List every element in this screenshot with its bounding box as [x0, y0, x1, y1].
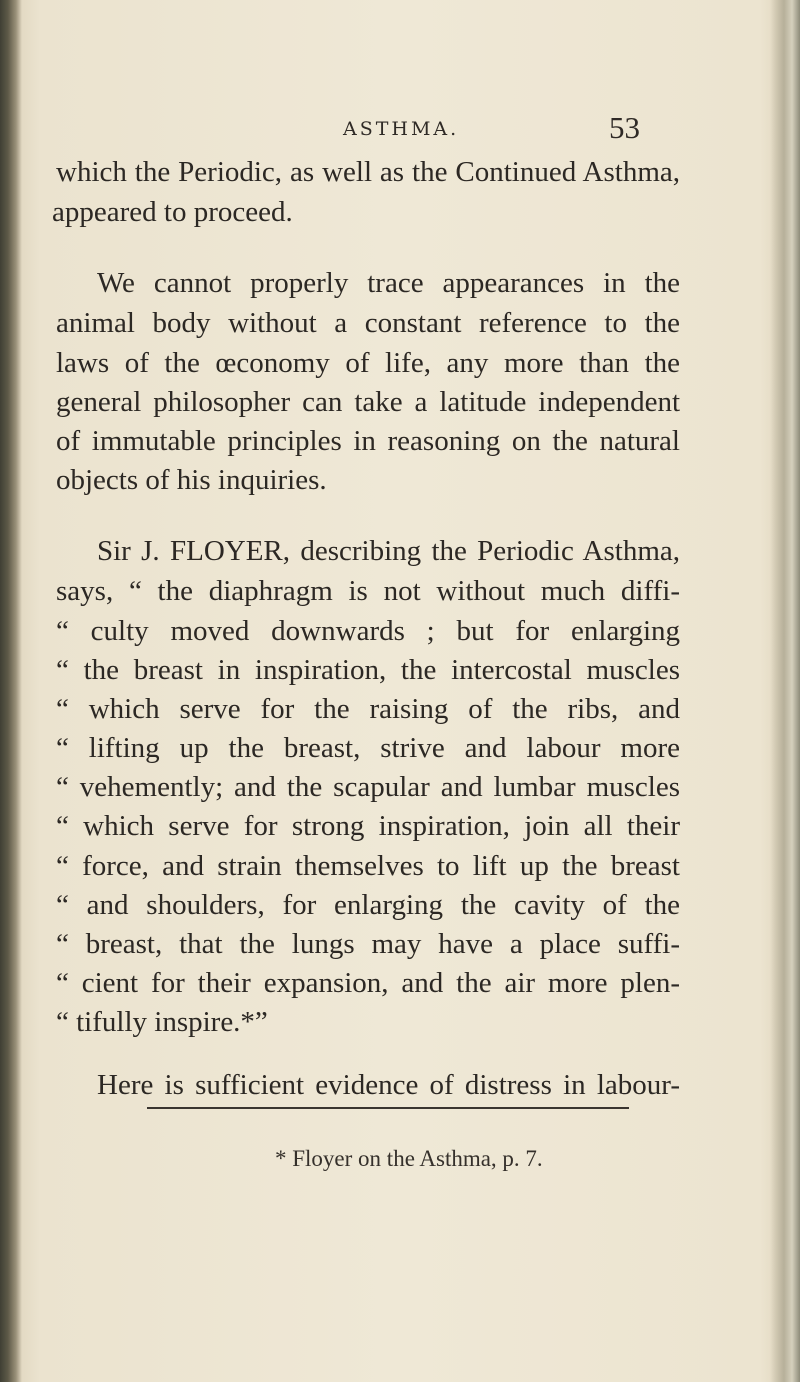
text-line: appeared to proceed.	[52, 196, 293, 228]
paragraph-first-line: Here is sufficient evidence of distress in labour-	[97, 1069, 680, 1101]
quote-line: “ and shoulders, for enlarging the cavity of the	[56, 889, 680, 921]
paragraph-first-line: Sir J. FLOYER, describing the Periodic Asthma,	[97, 535, 680, 567]
binding-edge-right	[770, 0, 800, 1382]
running-title: ASTHMA.	[343, 118, 460, 140]
text-line: says, “ the diaphragm is not without much diffi-	[56, 575, 680, 607]
footnote-rule	[147, 1107, 629, 1109]
quote-line: “ which serve for the raising of the ribs, and	[56, 693, 680, 725]
quote-line: “ breast, that the lungs may have a place suffi-	[56, 928, 680, 960]
quote-line: “ cient for their expansion, and the air more plen-	[56, 967, 680, 999]
text-line: objects of his inquiries.	[56, 464, 327, 496]
quote-line: “ culty moved downwards ; but for enlarging	[56, 615, 680, 647]
text-line: laws of the œconomy of life, any more than the	[56, 347, 680, 379]
running-head	[0, 110, 800, 150]
quote-line: “ lifting up the breast, strive and labour more	[56, 732, 680, 764]
quote-line: “ vehemently; and the scapular and lumbar muscles	[56, 771, 680, 803]
page-number: 53	[609, 110, 640, 145]
paragraph-first-line: We cannot properly trace appearances in the	[97, 267, 680, 299]
binding-edge-left	[0, 0, 22, 1382]
footnote: * Floyer on the Asthma, p. 7.	[275, 1146, 543, 1171]
quote-line: “ tifully inspire.*”	[56, 1006, 268, 1038]
text-line: which the Periodic, as well as the Continued Asthma,	[56, 156, 680, 188]
text-line: of immutable principles in reasoning on the natural	[56, 425, 680, 457]
quote-line: “ which serve for strong inspiration, join all their	[56, 810, 680, 842]
quote-line: “ force, and strain themselves to lift up the breast	[56, 850, 680, 882]
text-line: animal body without a constant reference to the	[56, 307, 680, 339]
quote-line: “ the breast in inspiration, the intercostal muscles	[56, 654, 680, 686]
text-line: general philosopher can take a latitude independent	[56, 386, 680, 418]
